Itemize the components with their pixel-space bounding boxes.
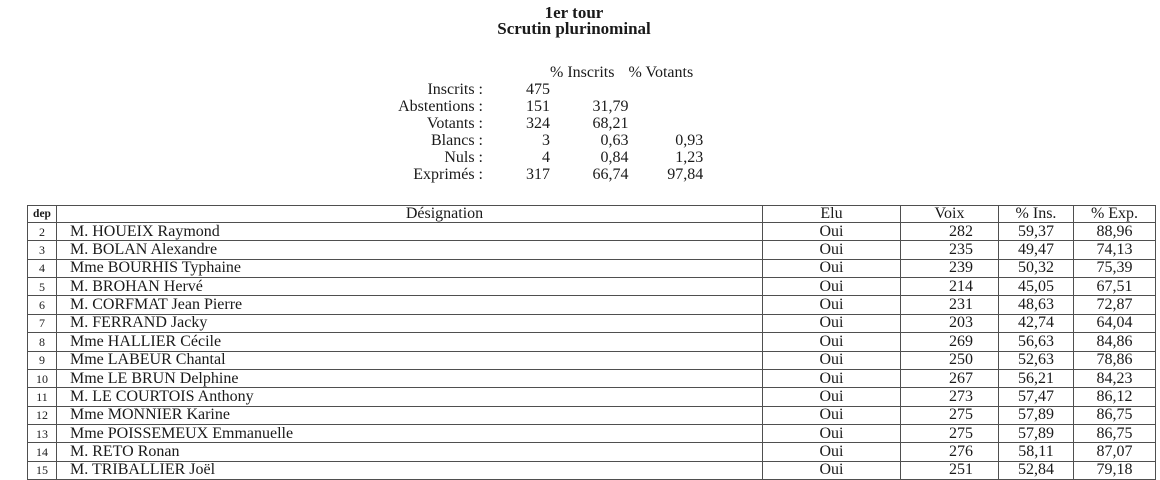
column-header-voix: Voix [901,206,999,223]
result-row [28,424,1156,442]
result-row [28,369,1156,387]
summary-value: 151 [526,98,550,115]
pct-ins-cell: 50,32 [999,259,1074,277]
summary-row [280,132,703,149]
pct-exp-cell: 86,12 [1074,388,1156,406]
result-row [28,388,1156,406]
pct-ins-cell: 45,05 [999,278,1074,296]
summary-pct-inscrits: 66,74 [592,166,629,183]
summary-pct-votants: 1,23 [675,149,704,166]
summary-header-empty [483,64,550,81]
designation-cell: Mme POISSEMEUX Emmanuelle [57,424,763,442]
pct-ins-cell: 57,89 [999,406,1074,424]
pct-exp-cell: 87,07 [1074,443,1156,461]
elu-cell: Oui [763,369,901,387]
results-section [27,205,1156,480]
results-body [28,223,1156,480]
result-row [28,443,1156,461]
elu-cell: Oui [763,351,901,369]
voix-cell: 282 [901,223,999,241]
summary-header-empty [280,64,483,81]
elu-cell: Oui [763,461,901,479]
column-header-pct-exp: % Exp. [1074,206,1156,223]
voix-cell: 275 [901,406,999,424]
voix-cell: 203 [901,314,999,332]
pct-exp-cell: 86,75 [1074,424,1156,442]
dep-cell: 12 [28,406,57,424]
elu-cell: Oui [763,241,901,259]
result-row [28,351,1156,369]
designation-cell: M. BROHAN Hervé [57,278,763,296]
dep-cell: 11 [28,388,57,406]
summary-pct-inscrits: 31,79 [592,98,629,115]
summary-row [280,98,703,115]
summary-label: Blancs : [431,132,483,149]
result-row [28,314,1156,332]
summary-value: 3 [542,132,550,149]
summary-pct-inscrits: 0,84 [600,149,629,166]
summary-header-row [280,64,703,81]
result-row [28,241,1156,259]
summary-header-pct-votants: % Votants [628,64,694,81]
dep-cell: 7 [28,314,57,332]
summary-value: 4 [542,149,550,166]
pct-ins-cell: 52,84 [999,461,1074,479]
summary-label: Votants : [426,115,483,132]
summary-pct-inscrits [550,81,628,98]
pct-ins-cell: 56,21 [999,369,1074,387]
elu-cell: Oui [763,424,901,442]
elu-cell: Oui [763,223,901,241]
pct-ins-cell: 59,37 [999,223,1074,241]
designation-cell: M. RETO Ronan [57,443,763,461]
summary-value: 324 [526,115,550,132]
title-line-2: Scrutin plurinominal [497,19,651,38]
voix-cell: 273 [901,388,999,406]
pct-exp-cell: 64,04 [1074,314,1156,332]
elu-cell: Oui [763,296,901,314]
summary-row [280,115,703,132]
summary-label: Nuls : [444,149,483,166]
dep-cell: 2 [28,223,57,241]
pct-ins-cell: 57,47 [999,388,1074,406]
summary-row [280,149,703,166]
pct-exp-cell: 88,96 [1074,223,1156,241]
voix-cell: 276 [901,443,999,461]
summary-row [280,81,703,98]
document-title [0,5,1148,37]
pct-exp-cell: 84,86 [1074,333,1156,351]
voix-cell: 235 [901,241,999,259]
summary-pct-votants [628,81,703,98]
column-header-designation: Désignation [57,206,763,223]
summary-pct-votants [628,98,703,115]
pct-ins-cell: 57,89 [999,424,1074,442]
result-row [28,223,1156,241]
pct-exp-cell: 86,75 [1074,406,1156,424]
result-row [28,278,1156,296]
summary-header-pct-inscrits: % Inscrits [550,64,615,81]
dep-cell: 13 [28,424,57,442]
pct-exp-cell: 78,86 [1074,351,1156,369]
voix-cell: 214 [901,278,999,296]
vote-summary-table [280,64,703,183]
elu-cell: Oui [763,259,901,277]
summary-pct-votants [628,115,703,132]
summary-pct-inscrits: 0,63 [600,132,629,149]
pct-exp-cell: 74,13 [1074,241,1156,259]
dep-cell: 3 [28,241,57,259]
summary-label: Abstentions : [398,98,483,115]
column-header-dep: dep [28,206,57,223]
dep-cell: 6 [28,296,57,314]
column-header-pct-ins: % Ins. [999,206,1074,223]
dep-cell: 4 [28,259,57,277]
summary-value: 475 [526,81,550,98]
result-row [28,296,1156,314]
summary-label: Exprimés : [413,166,483,183]
summary-pct-votants: 0,93 [675,132,704,149]
voix-cell: 250 [901,351,999,369]
designation-cell: M. HOUEIX Raymond [57,223,763,241]
pct-exp-cell: 72,87 [1074,296,1156,314]
dep-cell: 8 [28,333,57,351]
voix-cell: 251 [901,461,999,479]
designation-cell: M. CORFMAT Jean Pierre [57,296,763,314]
voix-cell: 269 [901,333,999,351]
elu-cell: Oui [763,443,901,461]
pct-ins-cell: 42,74 [999,314,1074,332]
pct-exp-cell: 84,23 [1074,369,1156,387]
voix-cell: 267 [901,369,999,387]
result-row [28,333,1156,351]
summary-label: Inscrits : [427,81,483,98]
elu-cell: Oui [763,388,901,406]
elu-cell: Oui [763,314,901,332]
elu-cell: Oui [763,278,901,296]
designation-cell: M. FERRAND Jacky [57,314,763,332]
summary-value: 317 [526,166,550,183]
results-header-row [28,206,1156,223]
pct-ins-cell: 48,63 [999,296,1074,314]
designation-cell: Mme HALLIER Cécile [57,333,763,351]
designation-cell: Mme LABEUR Chantal [57,351,763,369]
pct-ins-cell: 52,63 [999,351,1074,369]
designation-cell: Mme MONNIER Karine [57,406,763,424]
summary-body [280,81,703,183]
designation-cell: Mme BOURHIS Typhaine [57,259,763,277]
designation-cell: Mme LE BRUN Delphine [57,369,763,387]
dep-cell: 5 [28,278,57,296]
designation-cell: M. BOLAN Alexandre [57,241,763,259]
elu-cell: Oui [763,333,901,351]
title-line-1: 1er tour [544,3,604,22]
pct-ins-cell: 58,11 [999,443,1074,461]
summary-pct-votants: 97,84 [667,166,704,183]
pct-ins-cell: 49,47 [999,241,1074,259]
dep-cell: 14 [28,443,57,461]
designation-cell: M. LE COURTOIS Anthony [57,388,763,406]
results-table [27,205,1156,480]
summary-row [280,166,703,183]
summary-pct-inscrits: 68,21 [592,115,629,132]
pct-exp-cell: 79,18 [1074,461,1156,479]
voix-cell: 239 [901,259,999,277]
elu-cell: Oui [763,406,901,424]
voix-cell: 231 [901,296,999,314]
designation-cell: M. TRIBALLIER Joël [57,461,763,479]
dep-cell: 10 [28,369,57,387]
pct-exp-cell: 75,39 [1074,259,1156,277]
result-row [28,461,1156,479]
dep-cell: 15 [28,461,57,479]
vote-summary [280,64,703,183]
column-header-elu: Elu [763,206,901,223]
result-row [28,406,1156,424]
pct-ins-cell: 56,63 [999,333,1074,351]
result-row [28,259,1156,277]
voix-cell: 275 [901,424,999,442]
dep-cell: 9 [28,351,57,369]
pct-exp-cell: 67,51 [1074,278,1156,296]
